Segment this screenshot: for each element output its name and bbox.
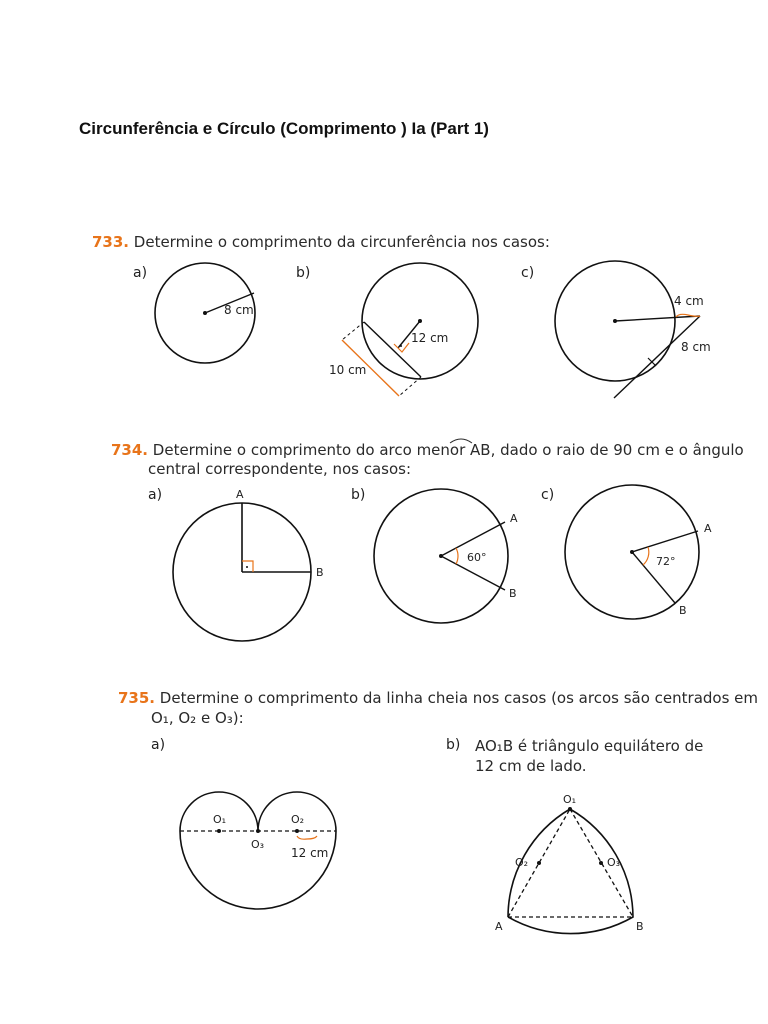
case-a-label: a): [148, 487, 163, 503]
point-b-label: B: [316, 566, 324, 579]
external-segment-label: 4 cm: [674, 294, 704, 308]
case-a-label: a): [151, 737, 166, 753]
case-b-text-2: 12 cm de lado.: [475, 757, 587, 775]
point-a-label: A: [510, 512, 518, 525]
point-a-label: A: [236, 488, 244, 501]
label-o1: O₁: [563, 793, 577, 806]
point-o3: [599, 861, 603, 865]
question-number: 734.: [111, 441, 149, 459]
case-c-label: c): [541, 487, 555, 503]
point-o1: [568, 807, 572, 811]
question-734-line2: central correspondente, nos casos:: [148, 460, 412, 478]
point-b-label: B: [679, 604, 687, 617]
length-label: 12 cm: [291, 846, 329, 860]
point-b-label: B: [509, 587, 517, 600]
case-b-label: b): [446, 737, 461, 753]
label-b: B: [636, 920, 644, 933]
case-a-label: a): [133, 265, 148, 281]
case-b-label: b): [351, 487, 366, 503]
question-number: 733.: [92, 233, 130, 251]
question-text-1: Determine o comprimento da linha cheia nos casos (os arcos são centrados em: [159, 689, 759, 707]
label-o2: O₂: [291, 813, 305, 826]
point-a-label: A: [704, 522, 712, 535]
label-a: A: [495, 920, 503, 933]
label-o3: O₃: [607, 856, 621, 869]
angle-label: 72°: [656, 555, 676, 568]
distance-label: 12 cm: [411, 331, 449, 345]
chord-label: 10 cm: [329, 363, 367, 377]
case-b-text-1: AO₁B é triângulo equilátero de: [475, 737, 704, 755]
question-text-1: Determine o comprimento do arco menor AB, dado o raio de 90 cm e o ângulo: [152, 441, 744, 459]
label-o2: O₂: [515, 856, 529, 869]
tangent-label: 8 cm: [681, 340, 711, 354]
question-735-line2: O₁, O₂ e O₃):: [151, 709, 244, 727]
radius-label: 8 cm: [224, 303, 254, 317]
angle-label: 60°: [467, 551, 487, 564]
label-o3: O₃: [251, 838, 265, 851]
question-text: Determine o comprimento da circunferência nos casos:: [133, 233, 550, 251]
point-o2: [537, 861, 541, 865]
outline: [508, 809, 633, 934]
case-b-label: b): [296, 265, 311, 281]
label-o1: O₁: [213, 813, 227, 826]
case-c-label: c): [521, 265, 535, 281]
question-number: 735.: [118, 689, 156, 707]
page-title: Circunferência e Círculo (Comprimento ) Ia (Part 1): [79, 119, 489, 138]
